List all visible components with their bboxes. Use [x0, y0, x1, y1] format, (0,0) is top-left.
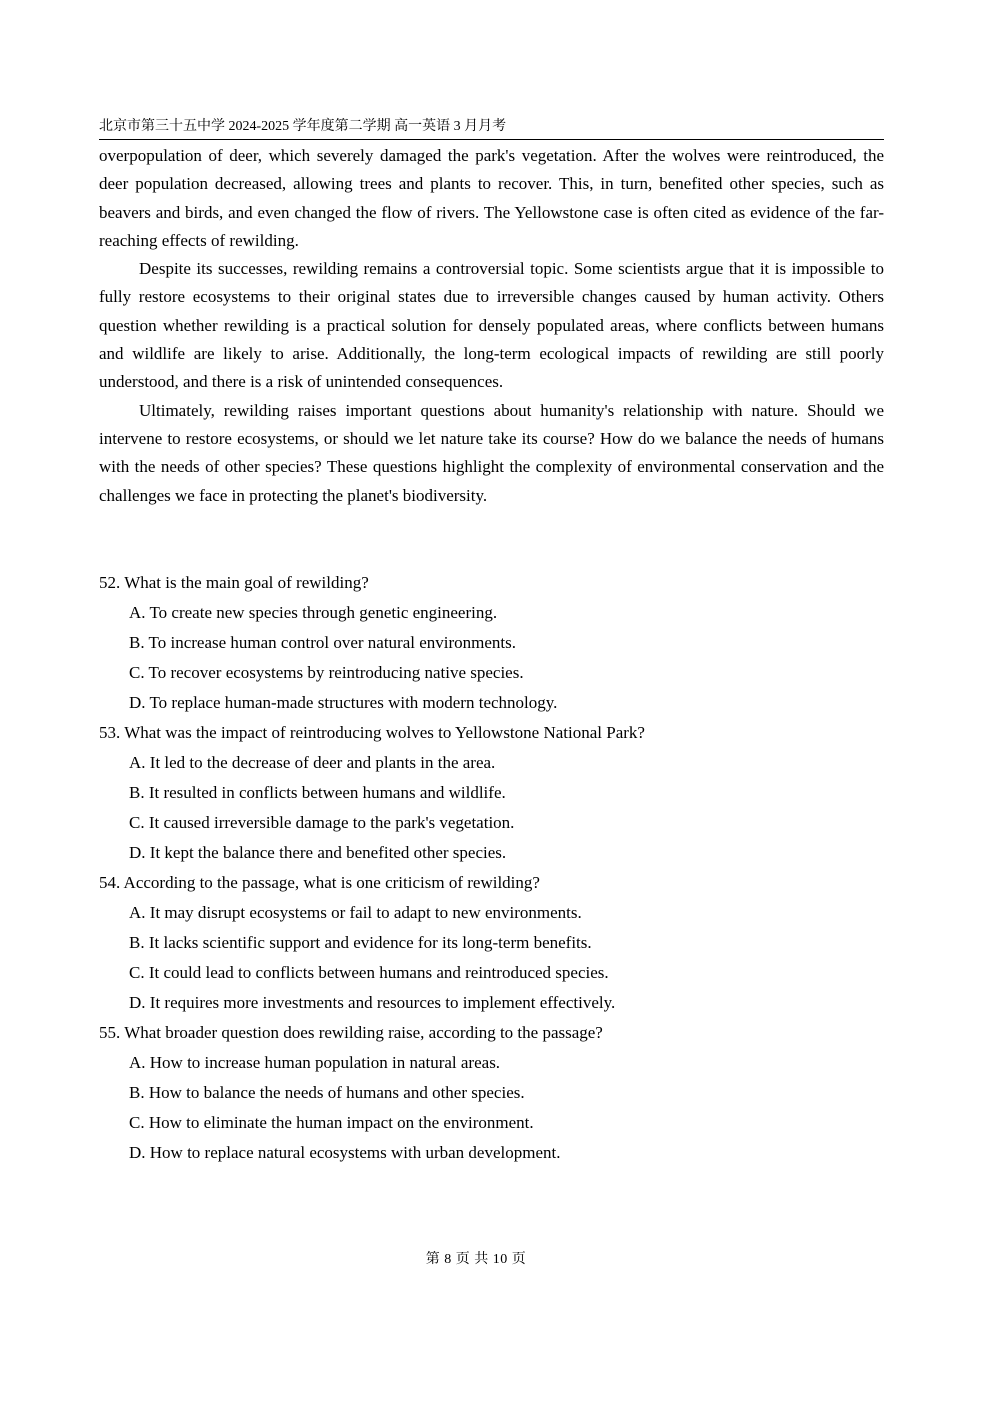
option-b: B. It resulted in conflicts between humans and wildlife.: [129, 783, 506, 802]
option-a: A. How to increase human population in natural areas.: [129, 1053, 501, 1072]
question-52: [99, 568, 884, 718]
question-list: [99, 568, 884, 1168]
question-53: [99, 718, 884, 868]
option-d: D. How to replace natural ecosystems with urban development.: [129, 1143, 561, 1162]
option-a: A. It may disrupt ecosystems or fail to adapt to new environments.: [129, 903, 582, 922]
header-divider: [99, 139, 884, 140]
page-footer: 第 8 页 共 10 页: [425, 1252, 527, 1267]
passage-paragraph: Ultimately, rewilding raises important questions about humanity's relationship with nature. Should we intervene to restore ecosystems, or should we let nature take its course? How do we balance the needs of humans with the needs of other species? These questions highlight the complexity of environmental conservation and the challenges we face in protecting the planet's biodiversity.: [99, 400, 884, 505]
page-header: 北京市第三十五中学 2024-2025 学年度第二学期 高一英语 3 月月考: [99, 119, 507, 134]
option-b: B. How to balance the needs of humans and other species.: [129, 1083, 525, 1102]
option-c: C. How to eliminate the human impact on the environment.: [129, 1113, 534, 1132]
question-54: [99, 868, 884, 1018]
option-c: C. It could lead to conflicts between humans and reintroduced species.: [129, 963, 609, 982]
question-stem: 52. What is the main goal of rewilding?: [99, 573, 369, 592]
question-stem: 55. What broader question does rewilding raise, according to the passage?: [99, 1023, 603, 1042]
option-d: D. It kept the balance there and benefited other species.: [129, 843, 507, 862]
option-b: B. To increase human control over natural environments.: [129, 633, 517, 652]
reading-passage: [99, 142, 884, 510]
option-d: D. It requires more investments and resources to implement effectively.: [129, 993, 616, 1012]
passage-paragraph: Despite its successes, rewilding remains a controversial topic. Some scientists argue that it is impossible to fully restore ecosystems to their original states due to irreversible changes caused by human activity. Others question whether rewilding is a practical solution for densely populated areas, where conflicts between humans and wildlife are likely to arise. Additionally, the long-term ecological impacts of rewilding are still poorly understood, and there is a risk of unintended consequences.: [99, 259, 884, 392]
question-55: [99, 1018, 884, 1168]
option-a: A. It led to the decrease of deer and plants in the area.: [129, 753, 496, 772]
option-a: A. To create new species through genetic engineering.: [129, 603, 498, 622]
question-stem: 54. According to the passage, what is one criticism of rewilding?: [99, 873, 540, 892]
option-c: C. It caused irreversible damage to the park's vegetation.: [129, 813, 515, 832]
option-c: C. To recover ecosystems by reintroducing native species.: [129, 663, 524, 682]
question-stem: 53. What was the impact of reintroducing wolves to Yellowstone National Park?: [99, 723, 645, 742]
option-d: D. To replace human-made structures with modern technology.: [129, 693, 558, 712]
passage-paragraph: overpopulation of deer, which severely damaged the park's vegetation. After the wolves were reintroduced, the deer population decreased, allowing trees and plants to recover. This, in turn, benefited other species, such as beavers and birds, and even changed the flow of rivers. The Yellowstone case is often cited as evidence of the far-reaching effects of rewilding.: [99, 146, 884, 250]
option-b: B. It lacks scientific support and evidence for its long-term benefits.: [129, 933, 592, 952]
